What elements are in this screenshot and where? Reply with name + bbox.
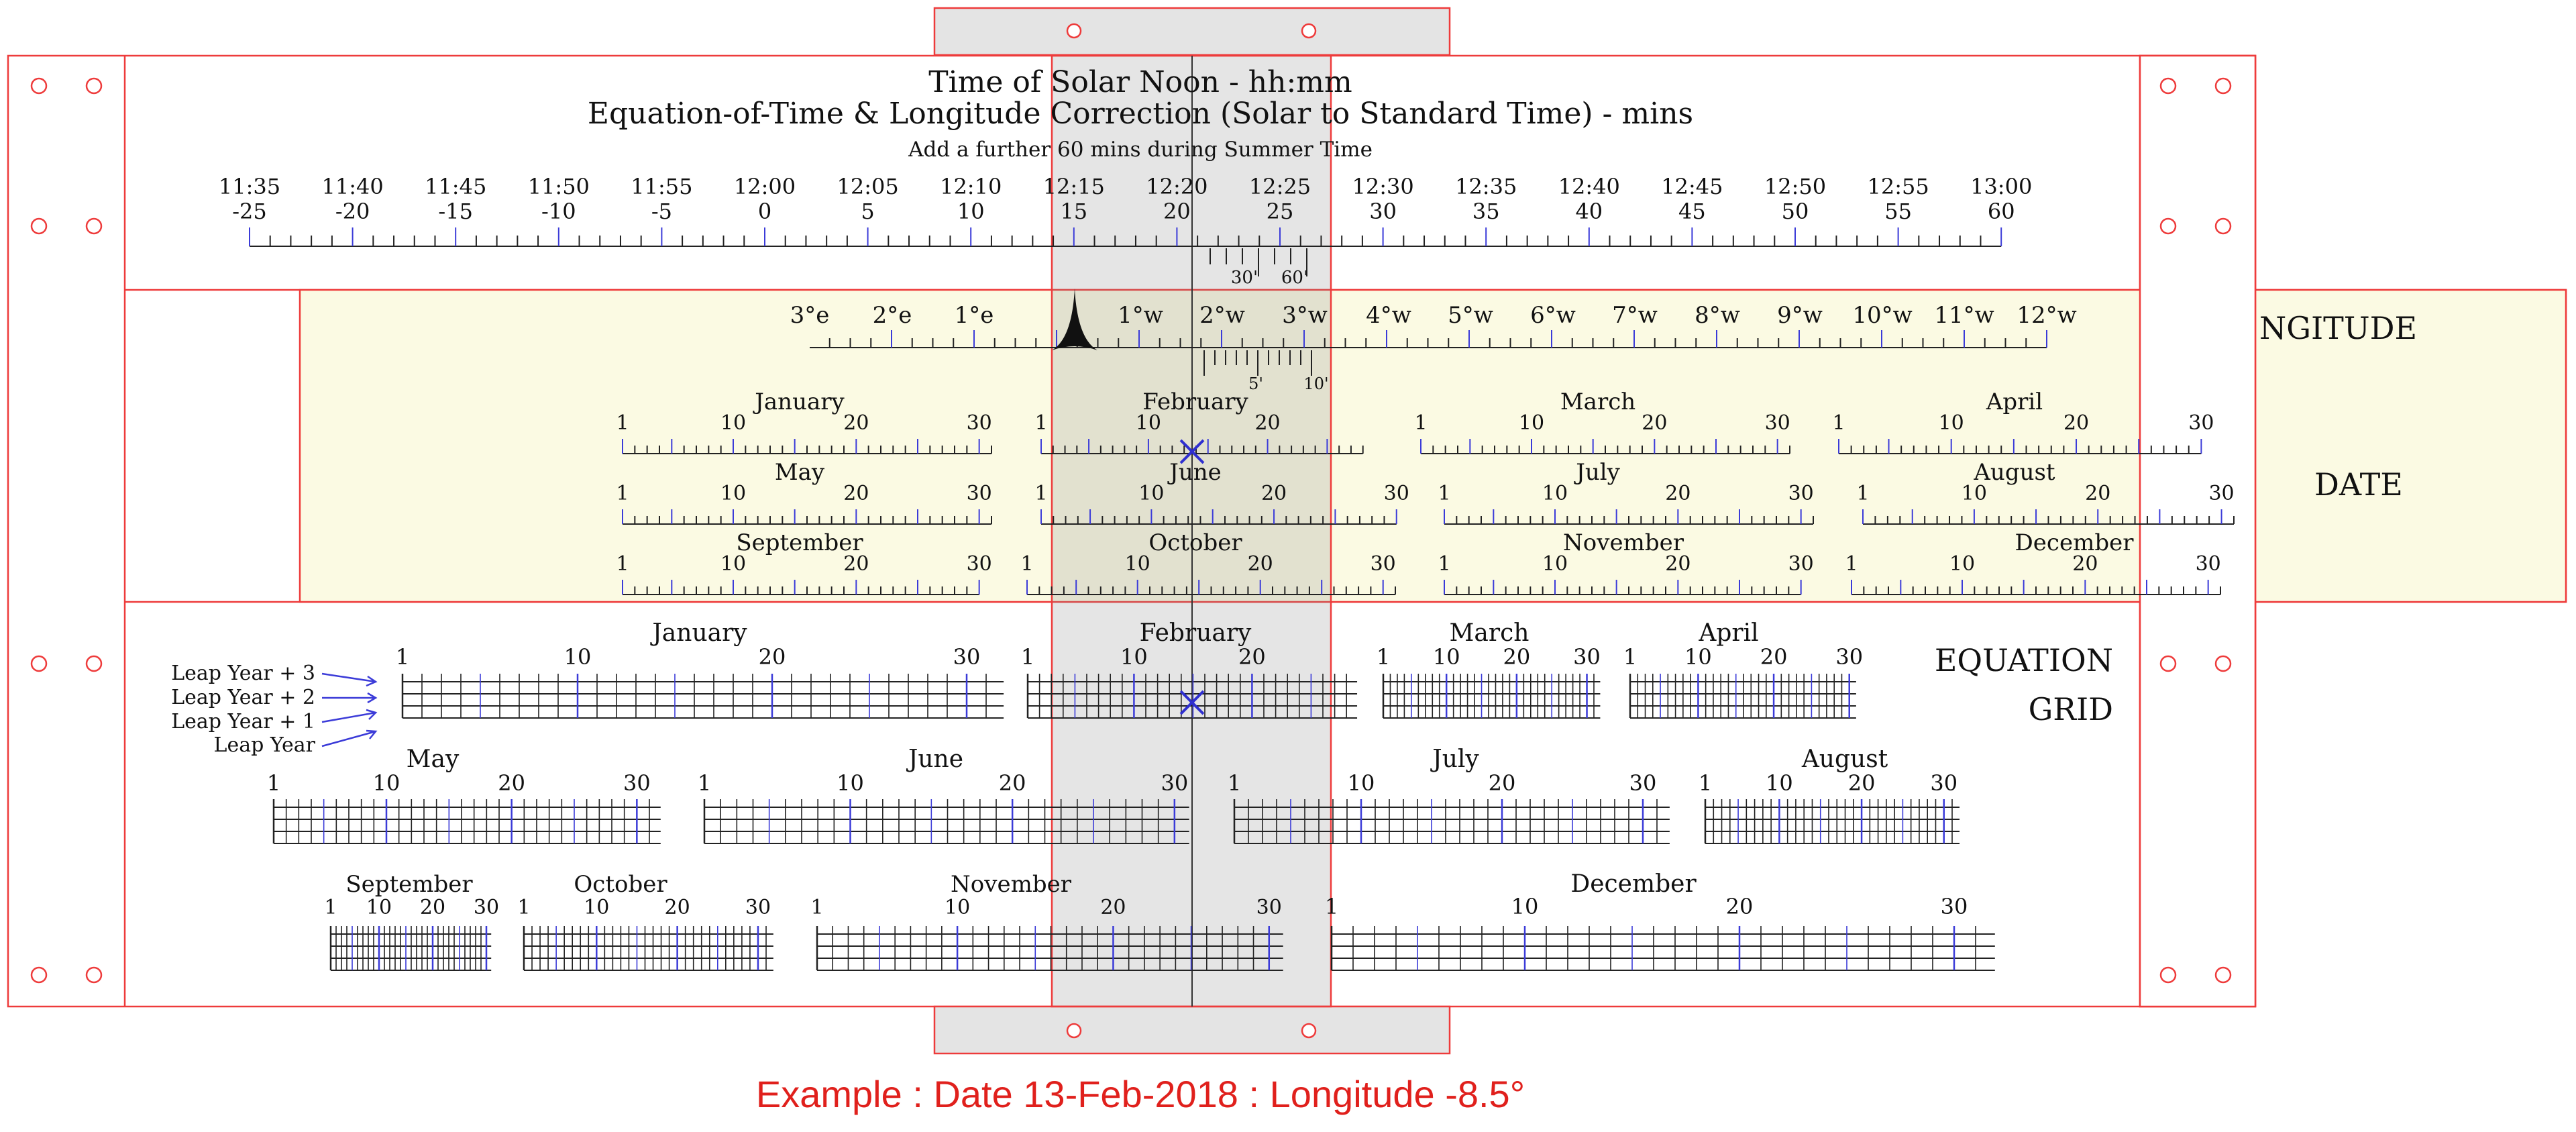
month-label: February bbox=[1142, 389, 1248, 415]
time-label: 12:55 bbox=[1867, 174, 1929, 199]
leap-label: Leap Year + 3 bbox=[171, 662, 315, 685]
day-label: 30 bbox=[1161, 770, 1189, 796]
day-label: 20 bbox=[1665, 482, 1691, 505]
day-label: 30 bbox=[2208, 482, 2235, 505]
time-label: 11:55 bbox=[631, 174, 693, 199]
day-label: 20 bbox=[2063, 411, 2090, 435]
month-label: November bbox=[951, 871, 1071, 898]
minutes-label: 25 bbox=[1266, 199, 1294, 224]
screw-hole bbox=[2161, 656, 2176, 671]
minutes-label: 30 bbox=[1369, 199, 1397, 224]
minutes-label: 60 bbox=[1987, 199, 2015, 224]
minutes-label: 50 bbox=[1781, 199, 1809, 224]
day-label: 20 bbox=[843, 411, 869, 435]
day-label: 30 bbox=[1573, 644, 1601, 670]
day-label: 1 bbox=[810, 896, 824, 919]
longitude-value-label: 1°e bbox=[954, 302, 994, 329]
day-label: 30 bbox=[745, 896, 771, 919]
month-label: January bbox=[652, 619, 747, 647]
day-label: 1 bbox=[1034, 411, 1048, 435]
screw-hole bbox=[2161, 219, 2176, 234]
day-label: 10 bbox=[720, 411, 747, 435]
time-label: 12:05 bbox=[837, 174, 899, 199]
day-label: 1 bbox=[1832, 411, 1845, 435]
day-label: 20 bbox=[1100, 896, 1126, 919]
month-label: February bbox=[1139, 619, 1252, 647]
day-label: 20 bbox=[758, 644, 786, 670]
longitude-value-label: 10°w bbox=[1852, 302, 1913, 329]
screw-hole bbox=[2161, 968, 2176, 982]
day-label: 10 bbox=[372, 770, 400, 796]
month-label: December bbox=[2015, 529, 2134, 556]
screw-hole bbox=[2161, 79, 2176, 93]
longitude-value-label: 1°w bbox=[1118, 302, 1163, 329]
month-label: April bbox=[1699, 619, 1759, 647]
longitude-value-label: 8°w bbox=[1695, 302, 1740, 329]
time-label: 12:40 bbox=[1558, 174, 1620, 199]
minutes-label: 55 bbox=[1884, 199, 1912, 224]
longitude-value-label: 5°w bbox=[1448, 302, 1493, 329]
day-label: 30 bbox=[2195, 552, 2221, 576]
day-label: 30 bbox=[1383, 482, 1409, 505]
minutes-label: -5 bbox=[651, 199, 672, 224]
minutes-label: 0 bbox=[757, 199, 772, 224]
day-label: 30 bbox=[1256, 896, 1282, 919]
leap-label: Leap Year + 2 bbox=[171, 686, 315, 709]
day-label: 20 bbox=[2072, 552, 2098, 576]
longitude-value-label: 2°w bbox=[1199, 302, 1245, 329]
vernier-label: 5' bbox=[1248, 374, 1263, 393]
month-label: September bbox=[736, 529, 863, 556]
day-label: 20 bbox=[1238, 644, 1266, 670]
day-label: 30 bbox=[966, 411, 992, 435]
day-label: 1 bbox=[616, 411, 629, 435]
leap-label: Leap Year + 1 bbox=[171, 710, 315, 733]
time-label: 12:35 bbox=[1455, 174, 1517, 199]
date-label: DATE bbox=[2314, 466, 2403, 503]
day-label: 20 bbox=[1760, 644, 1788, 670]
day-label: 20 bbox=[1725, 894, 1754, 919]
day-label: 10 bbox=[1135, 411, 1161, 435]
day-label: 1 bbox=[1623, 644, 1638, 670]
day-label: 1 bbox=[1698, 770, 1713, 796]
day-label: 20 bbox=[498, 770, 526, 796]
day-label: 30 bbox=[473, 896, 500, 919]
day-label: 1 bbox=[1034, 482, 1048, 505]
day-label: 10 bbox=[366, 896, 392, 919]
title-equation: Equation-of-Time & Longitude Correction (Solar to Standard Time) - mins bbox=[587, 97, 1694, 131]
day-label: 1 bbox=[1414, 411, 1428, 435]
day-label: 10 bbox=[1961, 482, 1987, 505]
month-label: May bbox=[406, 745, 460, 773]
time-label: 12:00 bbox=[733, 174, 796, 199]
day-label: 1 bbox=[1438, 552, 1451, 576]
longitude-value-label: 3°e bbox=[790, 302, 830, 329]
day-label: 20 bbox=[1642, 411, 1668, 435]
grid-label: GRID bbox=[2028, 691, 2113, 727]
day-label: 10 bbox=[1518, 411, 1545, 435]
title-solar-noon: Time of Solar Noon - hh:mm bbox=[928, 65, 1352, 99]
day-label: 10 bbox=[1432, 644, 1460, 670]
day-label: 30 bbox=[953, 644, 981, 670]
minutes-label: -25 bbox=[232, 199, 267, 224]
day-label: 10 bbox=[1124, 552, 1150, 576]
longitude-value-label: 3°w bbox=[1282, 302, 1328, 329]
month-label: June bbox=[1169, 459, 1222, 486]
day-label: 30 bbox=[1629, 770, 1657, 796]
day-label: 20 bbox=[843, 482, 869, 505]
longitude-value-label: 9°w bbox=[1777, 302, 1823, 329]
day-label: 20 bbox=[419, 896, 446, 919]
title-summer-time: Add a further 60 mins during Summer Time bbox=[908, 138, 1373, 162]
day-label: 1 bbox=[616, 552, 629, 576]
day-label: 20 bbox=[1254, 411, 1281, 435]
month-label: December bbox=[1570, 870, 1697, 898]
month-label: January bbox=[755, 389, 845, 415]
day-label: 1 bbox=[1856, 482, 1870, 505]
screw-hole bbox=[32, 79, 46, 93]
screw-hole bbox=[2216, 968, 2231, 982]
longitude-value-label: 4°w bbox=[1366, 302, 1411, 329]
day-label: 30 bbox=[966, 482, 992, 505]
time-label: 12:30 bbox=[1352, 174, 1414, 199]
month-label: March bbox=[1449, 619, 1529, 647]
vernier-label: 30' bbox=[1230, 268, 1258, 288]
day-label: 20 bbox=[1665, 552, 1691, 576]
minutes-label: 20 bbox=[1163, 199, 1191, 224]
vernier-label: 10' bbox=[1303, 374, 1329, 393]
day-label: 20 bbox=[2085, 482, 2111, 505]
day-label: 10 bbox=[720, 482, 747, 505]
minutes-label: 45 bbox=[1678, 199, 1706, 224]
day-label: 30 bbox=[1930, 770, 1958, 796]
day-label: 30 bbox=[1835, 644, 1864, 670]
month-label: October bbox=[574, 871, 667, 898]
day-label: 10 bbox=[837, 770, 864, 796]
longitude-value-label: 12°w bbox=[2017, 302, 2077, 329]
day-label: 30 bbox=[1764, 411, 1790, 435]
day-label: 10 bbox=[1938, 411, 1964, 435]
day-label: 30 bbox=[966, 552, 992, 576]
day-label: 20 bbox=[1503, 644, 1531, 670]
screw-hole bbox=[87, 79, 101, 93]
time-label: 11:35 bbox=[218, 174, 281, 199]
time-label: 12:45 bbox=[1661, 174, 1723, 199]
minutes-label: -10 bbox=[541, 199, 576, 224]
day-label: 10 bbox=[1684, 644, 1712, 670]
time-label: 11:40 bbox=[321, 174, 384, 199]
screw-hole bbox=[2216, 79, 2231, 93]
day-label: 10 bbox=[584, 896, 610, 919]
month-label: May bbox=[774, 459, 825, 486]
day-label: 1 bbox=[1227, 770, 1242, 796]
time-label: 12:15 bbox=[1042, 174, 1105, 199]
month-label: October bbox=[1148, 529, 1242, 556]
day-label: 30 bbox=[1788, 482, 1814, 505]
day-label: 1 bbox=[266, 770, 281, 796]
longitude-value-label: 7°w bbox=[1612, 302, 1658, 329]
day-label: 30 bbox=[2188, 411, 2214, 435]
longitude-value-label: 6°w bbox=[1530, 302, 1576, 329]
minutes-label: 5 bbox=[861, 199, 875, 224]
minutes-label: -20 bbox=[335, 199, 370, 224]
month-label: August bbox=[1801, 745, 1888, 773]
screw-hole bbox=[87, 656, 101, 671]
day-label: 10 bbox=[1511, 894, 1539, 919]
day-label: 1 bbox=[1845, 552, 1858, 576]
month-label: August bbox=[1974, 459, 2055, 486]
day-label: 20 bbox=[1260, 482, 1287, 505]
screw-hole bbox=[32, 219, 46, 234]
time-label: 12:20 bbox=[1146, 174, 1208, 199]
day-label: 10 bbox=[1542, 482, 1568, 505]
day-label: 30 bbox=[1370, 552, 1396, 576]
day-label: 1 bbox=[1376, 644, 1391, 670]
month-label: July bbox=[1576, 459, 1620, 486]
month-label: July bbox=[1432, 745, 1479, 773]
month-label: April bbox=[1986, 389, 2043, 415]
screw-hole bbox=[87, 219, 101, 234]
day-label: 10 bbox=[720, 552, 747, 576]
time-label: 11:50 bbox=[527, 174, 590, 199]
day-label: 10 bbox=[1766, 770, 1793, 796]
day-label: 10 bbox=[1542, 552, 1568, 576]
day-label: 1 bbox=[1324, 894, 1339, 919]
equation-label: EQUATION bbox=[1934, 642, 2113, 678]
longitude-label: NGITUDE bbox=[2259, 310, 2418, 346]
day-label: 1 bbox=[395, 644, 410, 670]
screw-hole bbox=[32, 656, 46, 671]
day-label: 20 bbox=[664, 896, 690, 919]
day-label: 10 bbox=[1949, 552, 1976, 576]
day-label: 10 bbox=[564, 644, 592, 670]
month-label: November bbox=[1563, 529, 1684, 556]
month-label: June bbox=[908, 745, 964, 773]
day-label: 10 bbox=[1138, 482, 1165, 505]
example-caption: Example : Date 13-Feb-2018 : Longitude -8.5° bbox=[755, 1073, 1525, 1115]
day-label: 30 bbox=[1940, 894, 1968, 919]
time-label: 11:45 bbox=[425, 174, 487, 199]
day-label: 20 bbox=[998, 770, 1026, 796]
time-label: 12:50 bbox=[1764, 174, 1827, 199]
time-label: 13:00 bbox=[1970, 174, 2033, 199]
day-label: 1 bbox=[517, 896, 531, 919]
vernier-label: 60' bbox=[1281, 268, 1309, 288]
minutes-label: -15 bbox=[438, 199, 473, 224]
day-label: 20 bbox=[843, 552, 869, 576]
day-label: 1 bbox=[1438, 482, 1451, 505]
day-label: 1 bbox=[324, 896, 337, 919]
time-label: 12:25 bbox=[1248, 174, 1311, 199]
minutes-label: 40 bbox=[1575, 199, 1603, 224]
longitude-value-label: 2°e bbox=[872, 302, 912, 329]
screw-hole bbox=[2216, 656, 2231, 671]
month-label: March bbox=[1560, 389, 1636, 415]
day-label: 1 bbox=[616, 482, 629, 505]
day-label: 1 bbox=[1020, 644, 1035, 670]
screw-hole bbox=[2216, 219, 2231, 234]
day-label: 30 bbox=[1788, 552, 1814, 576]
day-label: 10 bbox=[1347, 770, 1375, 796]
month-label: September bbox=[345, 871, 473, 898]
minutes-label: 15 bbox=[1060, 199, 1088, 224]
day-label: 10 bbox=[945, 896, 971, 919]
longitude-value-label: 11°w bbox=[1934, 302, 1994, 329]
minutes-label: 10 bbox=[957, 199, 985, 224]
leap-label: Leap Year bbox=[213, 733, 315, 757]
screw-hole bbox=[87, 968, 101, 982]
day-label: 20 bbox=[1488, 770, 1516, 796]
time-label: 12:10 bbox=[940, 174, 1002, 199]
day-label: 1 bbox=[697, 770, 712, 796]
day-label: 20 bbox=[1247, 552, 1273, 576]
screw-hole bbox=[32, 968, 46, 982]
day-label: 10 bbox=[1120, 644, 1148, 670]
day-label: 1 bbox=[1020, 552, 1034, 576]
minutes-label: 35 bbox=[1472, 199, 1500, 224]
day-label: 30 bbox=[623, 770, 651, 796]
day-label: 20 bbox=[1847, 770, 1876, 796]
